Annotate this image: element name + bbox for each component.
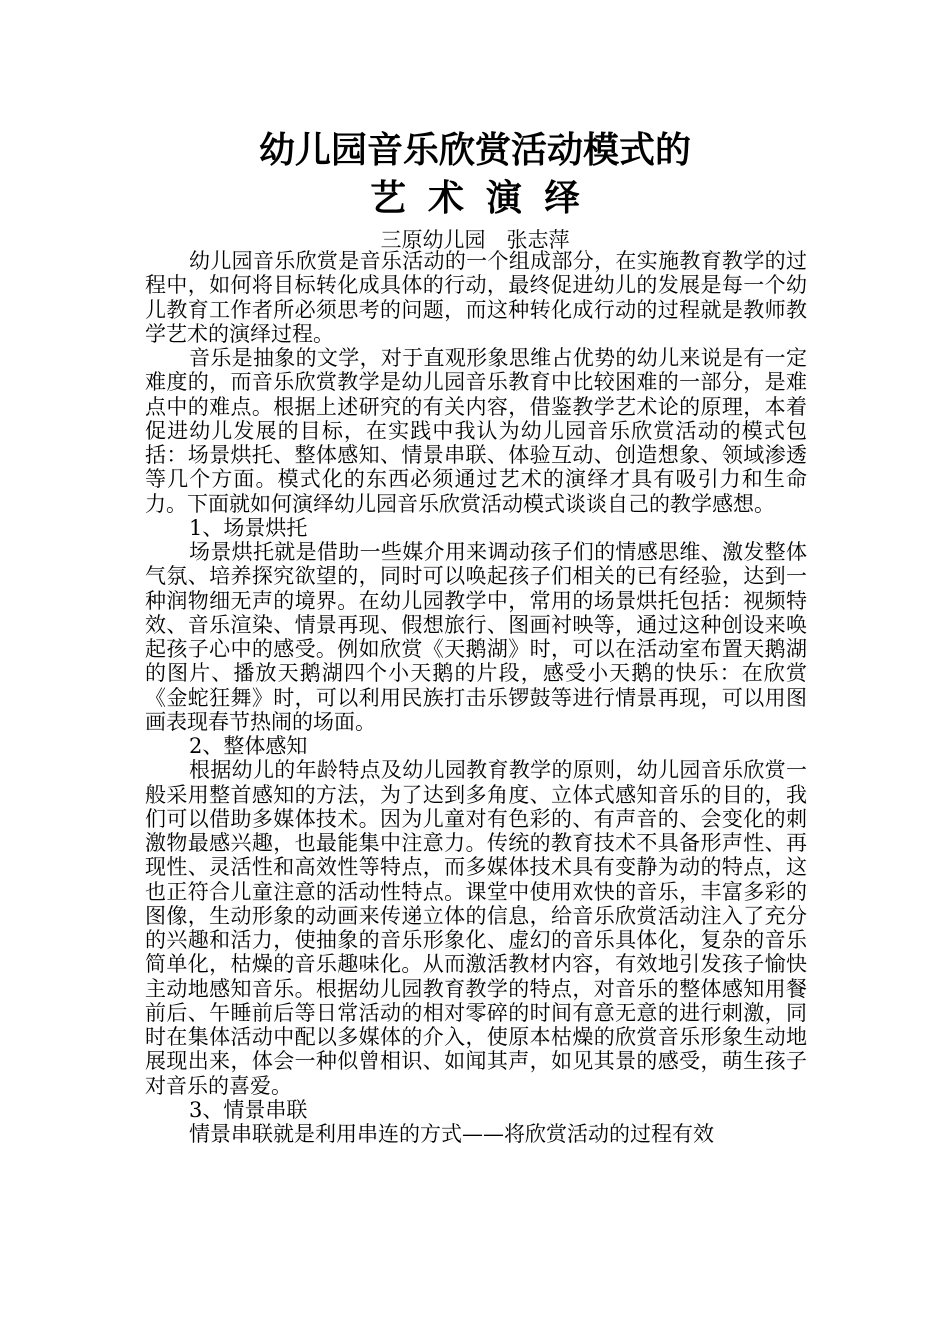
document-title-line-1: 幼儿园音乐欣赏活动模式的	[258, 130, 691, 171]
section-heading-scene: 1、场景烘托	[189, 515, 308, 540]
section-heading-perception: 2、整体感知	[189, 734, 308, 758]
overview-paragraph: 音乐是抽象的文学，对于直观形象思维占优势的幼儿来说是有一定难度的，而音乐欣赏教学是幼儿园音乐教育中比较困难的一部分，是难点中的难点。根据上述研究的有关内容，借鉴教学艺术论的原理，本着促进幼儿发展的目标，在实践中我认为幼儿园音乐欣赏活动的模式包括：场景烘托、整体感知、情景串联、体验互动、创造想象、领域渗透等几个方面。模式化的东西必须通过艺术的演绎才具有吸引力和生命力。下面就如何演绎幼儿园音乐欣赏活动模式谈谈自己的教学感想。	[145, 346, 807, 516]
section-paragraph-scene: 场景烘托就是借助一些媒介用来调动孩子们的情感思维、激发整体气氛、培养探究欲望的，同时可以唤起孩子们相关的已有经验，达到一种润物细无声的境界。在幼儿园教学中，常用的场景烘托包括：视频特效、音乐渲染、情景再现、假想旅行、图画衬映等，通过这种创设来唤起孩子心中的感受。例如欣赏《天鹅湖》时，可以在活动室布置天鹅湖的图片、播放天鹅湖四个小天鹅的片段，感受小天鹅的快乐：在欣赏《金蛇狂舞》时，可以利用民族打击乐锣鼓等进行情景再现，可以用图画表现春节热闹的场面。	[145, 540, 807, 734]
document-body	[145, 249, 807, 1146]
author-line: 三原幼儿园 张志萍	[380, 228, 570, 252]
section-heading-situation: 3、情景串联	[189, 1097, 308, 1122]
document-title-line-2: 艺术演绎	[369, 178, 602, 219]
section-paragraph-perception: 根据幼儿的年龄特点及幼儿园教育教学的原则，幼儿园音乐欣赏一般采用整首感知的方法，为了达到多角度、立体式感知音乐的目的，我们可以借助多媒体技术。因为儿童对有色彩的、有声音的、会变化的刺激物最感兴趣，也最能集中注意力。传统的教育技术不具备形声性、再现性、灵活性和高效性等特点，而多媒体技术具有变静为动的特点，这也正符合儿童注意的活动性特点。课堂中使用欢快的音乐，丰富多彩的图像，生动形象的动画来传递立体的信息，给音乐欣赏活动注入了充分的兴趣和活力，使抽象的音乐形象化、虚幻的音乐具体化，复杂的音乐简单化，枯燥的音乐趣味化。从而激活教材内容，有效地引发孩子愉快主动地感知音乐。根据幼儿园教育教学的特点，对音乐的整体感知用餐前后、午睡前后等日常活动的相对零碎的时间有意无意的进行刺激，同时在集体活动中配以多媒体的介入，使原本枯燥的欣赏音乐形象生动地展现出来，体会一种似曾相识、如闻其声，如见其景的感受，萌生孩子对音乐的喜爱。	[145, 758, 807, 1098]
intro-paragraph: 幼儿园音乐欣赏是音乐活动的一个组成部分，在实施教育教学的过程中，如何将目标转化成具体的行动，最终促进幼儿的发展是每一个幼儿教育工作者所必须思考的问题，而这种转化成行动的过程就是教师教学艺术的演绎过程。	[145, 249, 807, 346]
section-paragraph-situation: 情景串联就是利用串连的方式——将欣赏活动的过程有效	[189, 1122, 714, 1146]
